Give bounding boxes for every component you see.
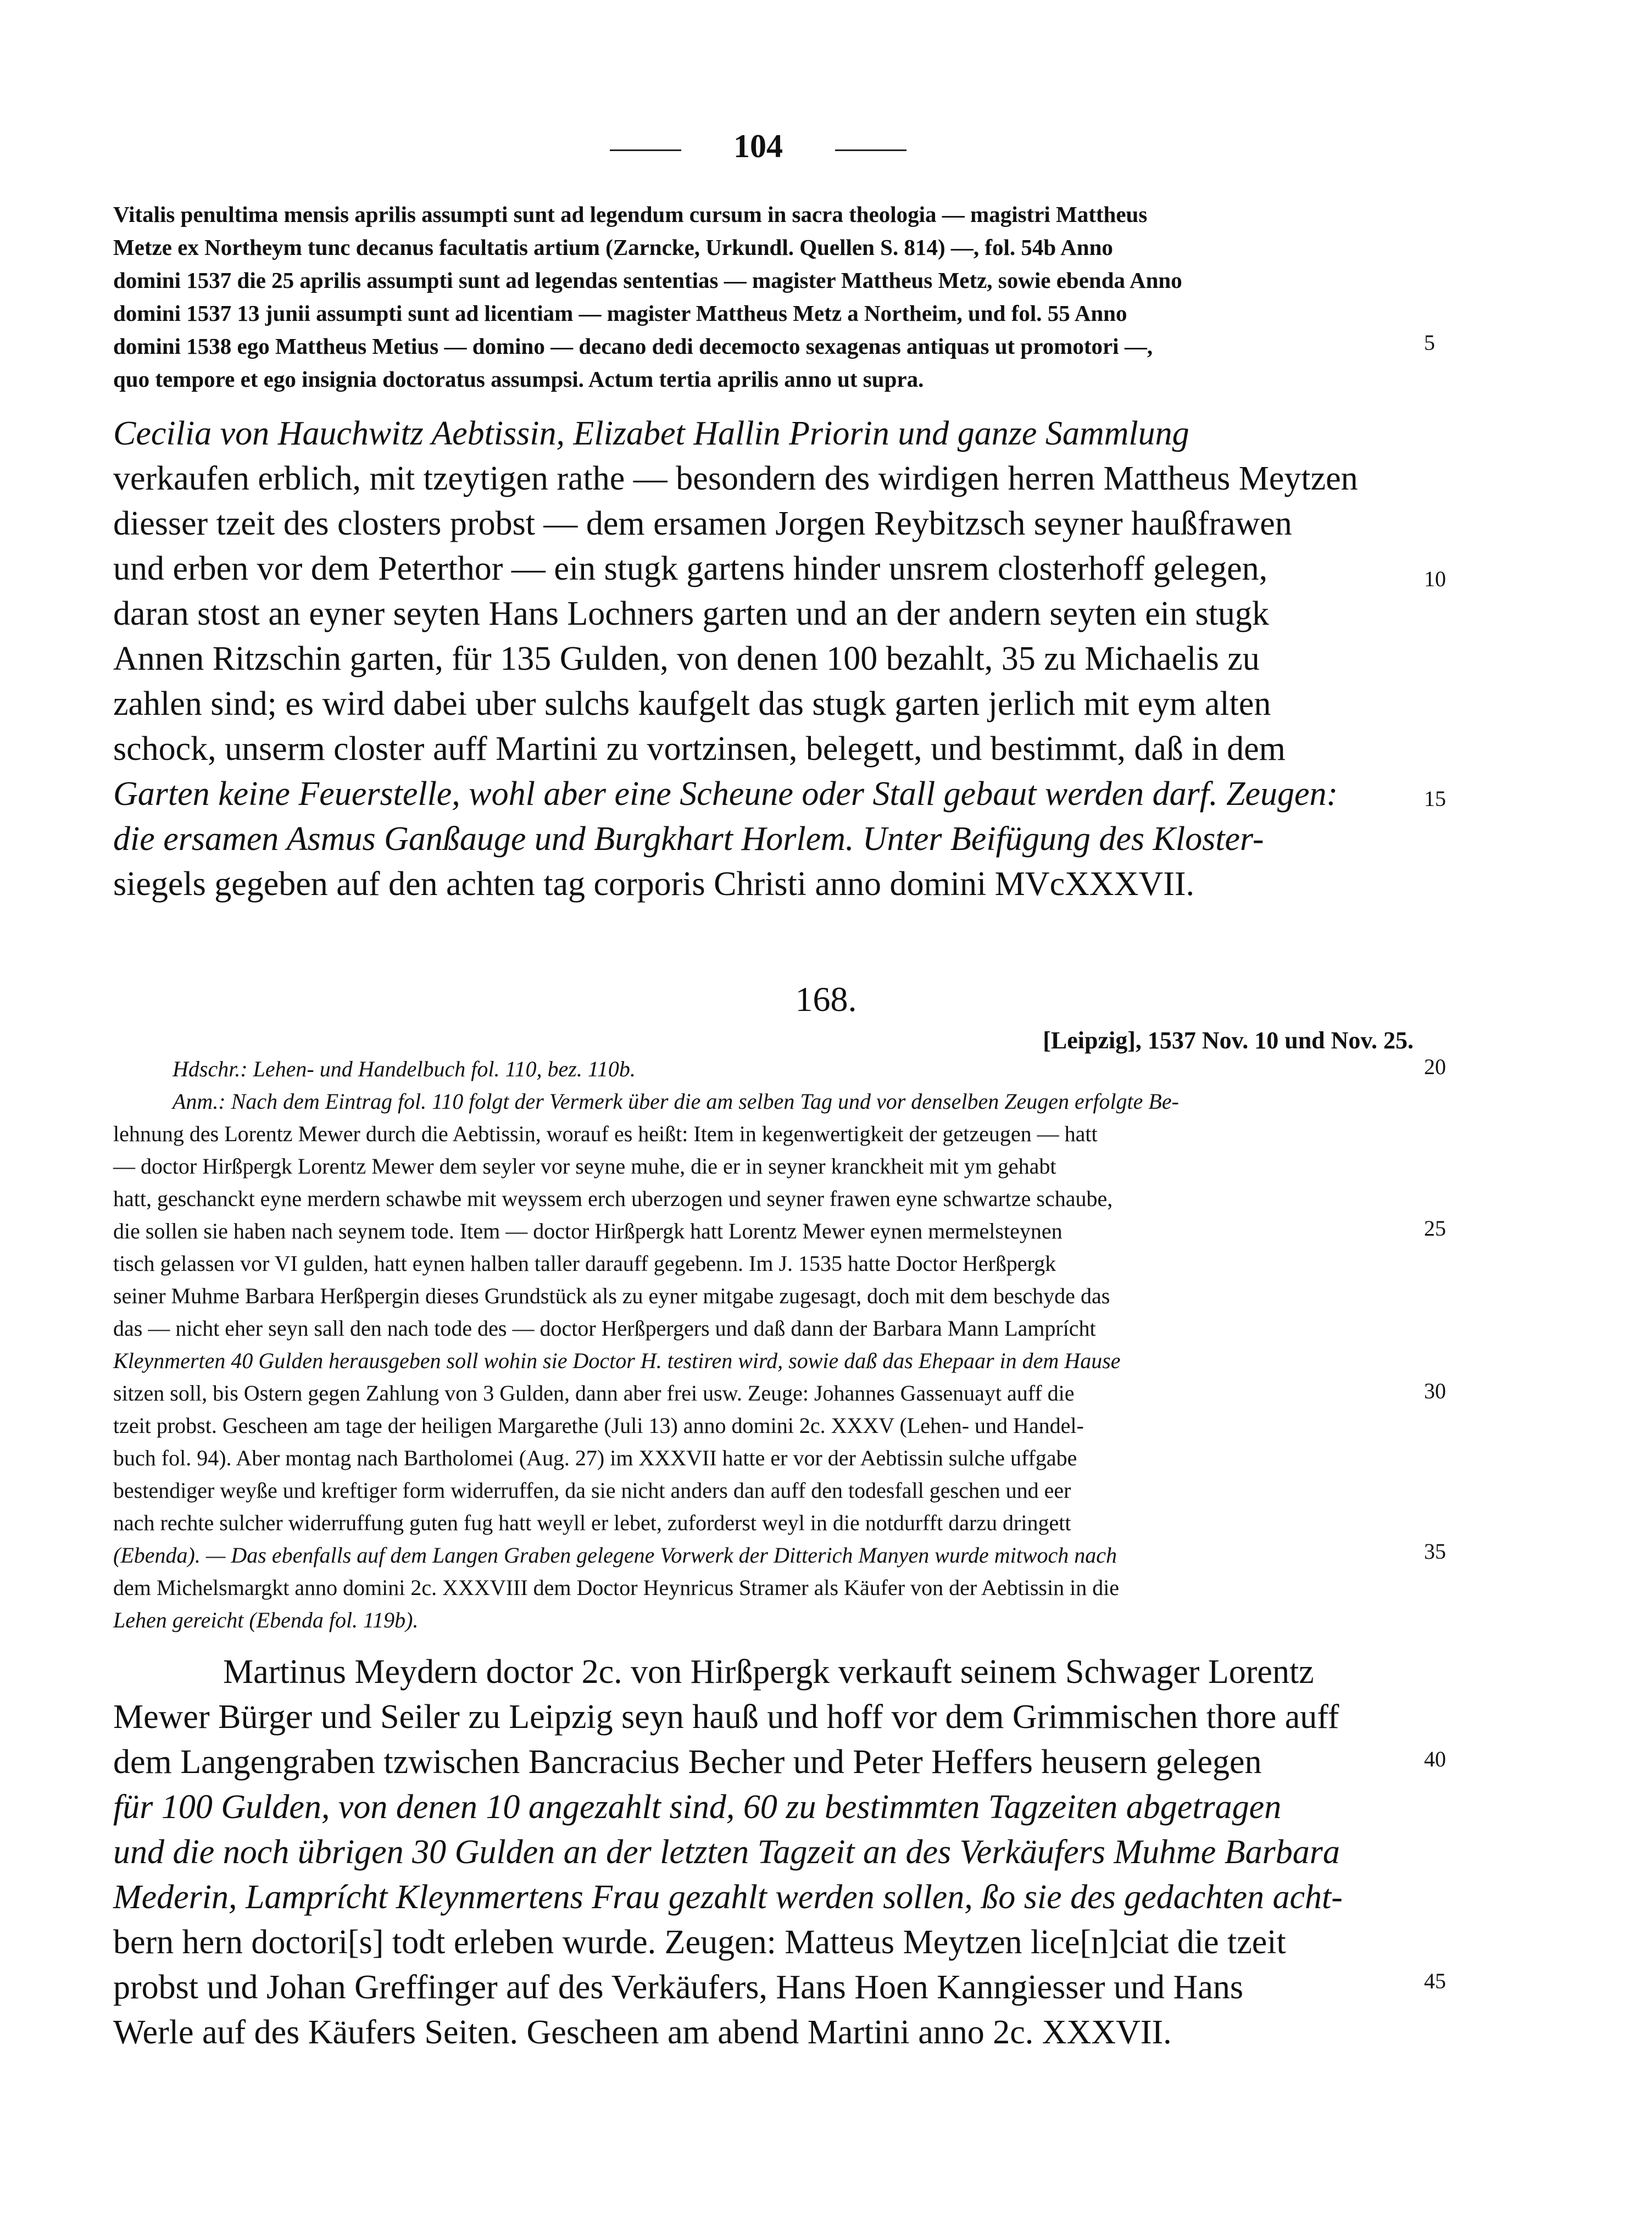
- note-line: bestendiger weyße und kreftiger form widerruffen, da sie nicht anders dan auff den todesfall geschen und eer: [113, 1478, 1071, 1503]
- document-dateline: [Leipzig], 1537 Nov. 10 und Nov. 25.: [1043, 1027, 1414, 1054]
- text-line: siegels gegeben auf den achten tag corporis Christi anno domini MVcXXXVII.: [113, 865, 1194, 903]
- note-line: Vitalis penultima mensis aprilis assumpti sunt ad legendum cursum in sacra theologia — magistri Mattheus: [113, 202, 1148, 227]
- text-line: Werle auf des Käufers Seiten. Gescheen am abend Martini anno 2c. XXXVII.: [113, 2014, 1172, 2051]
- top-note: [113, 198, 1414, 396]
- text-line: verkaufen erblich, mit tzeytigen rathe — besondern des wirdigen herren Mattheus Meytzen: [113, 460, 1358, 497]
- note-line: die sollen sie haben nach seynem tode. Item — doctor Hirßpergk hatt Lorentz Mewer eynen mermelsteynen: [113, 1219, 1063, 1243]
- note-line: das — nicht eher seyn sall den nach tode des — doctor Herßpergers und daß dann der Barbara Mann Lamprícht: [113, 1316, 1096, 1341]
- document-167-text: [113, 411, 1414, 907]
- line-number: 25: [1424, 1216, 1446, 1241]
- note-line: sitzen soll, bis Ostern gegen Zahlung von 3 Gulden, dann aber frei usw. Zeuge: Johannes Gassenuayt auff die: [113, 1381, 1075, 1405]
- note-line: domini 1537 die 25 aprilis assumpti sunt ad legendas sententias — magister Mattheus Metz, sowie ebenda Anno: [113, 268, 1182, 293]
- text-line: Mederin, Lamprícht Kleynmertens Frau gezahlt werden sollen, ßo sie des gedachten acht-: [113, 1879, 1343, 1916]
- note-line: Lehen gereicht (Ebenda fol. 119b).: [113, 1608, 419, 1632]
- note-line: Metze ex Northeym tunc decanus facultatis artium (Zarncke, Urkundl. Quellen S. 814) —, fol. 54b Anno: [113, 235, 1113, 260]
- note-line: hatt, geschanckt eyne merdern schawbe mit weyssem erch uberzogen und seyner frawen eyne schwartze schaube,: [113, 1186, 1113, 1211]
- line-number: 15: [1424, 786, 1446, 811]
- text-line: und die noch übrigen 30 Gulden an der letzten Tagzeit an des Verkäufers Muhme Barbara: [113, 1833, 1340, 1871]
- document-168-notes: [113, 1053, 1414, 1636]
- note-line: buch fol. 94). Aber montag nach Bartholomei (Aug. 27) im XXXVII hatte er vor der Aebtissin sulche uffgabe: [113, 1446, 1077, 1470]
- text-line: Annen Ritzschin garten, für 135 Gulden, von denen 100 bezahlt, 35 zu Michaelis zu: [113, 640, 1260, 677]
- line-number: 5: [1424, 330, 1435, 355]
- note-line: domini 1538 ego Mattheus Metius — domino — decano dedi decemocto sexagenas antiquas ut promotori —,: [113, 334, 1153, 359]
- line-number: 10: [1424, 566, 1446, 591]
- note-line: quo tempore et ego insignia doctoratus assumpsi. Actum tertia aprilis anno ut supra.: [113, 366, 924, 392]
- text-line: schock, unserm closter auff Martini zu vortzinsen, belegett, und bestimmt, daß in dem: [113, 730, 1286, 768]
- line-number: 30: [1424, 1379, 1446, 1403]
- line-number: 20: [1424, 1054, 1446, 1079]
- page-header: [610, 127, 906, 166]
- text-line: diesser tzeit des closters probst — dem ersamen Jorgen Reybitzsch seyner haußfrawen: [113, 505, 1292, 542]
- note-line: Kleynmerten 40 Gulden herausgeben soll wohin sie Doctor H. testiren wird, sowie daß das Ehepaar in dem Hause: [113, 1348, 1121, 1373]
- text-line: die ersamen Asmus Ganßauge und Burgkhart Horlem. Unter Beifügung des Kloster-: [113, 820, 1264, 858]
- document-number: 168.: [795, 980, 857, 1019]
- manuscript-note: Hdschr.: Lehen- und Handelbuch fol. 110, bez. 110b.: [173, 1057, 636, 1081]
- note-line: (Ebenda). — Das ebenfalls auf dem Langen Graben gelegene Vorwerk der Ditterich Manyen wurde mitwoch nach: [113, 1543, 1117, 1568]
- text-line: Martinus Meydern doctor 2c. von Hirßpergk verkauft seinem Schwager Lorentz: [223, 1653, 1314, 1691]
- text-line: dem Langengraben tzwischen Bancracius Becher und Peter Heffers heusern gelegen: [113, 1743, 1262, 1781]
- note-line: lehnung des Lorentz Mewer durch die Aebtissin, worauf es heißt: Item in kegenwertigkeit der getzeugen — hatt: [113, 1121, 1098, 1146]
- document-168-text: [113, 1649, 1414, 2055]
- header-rule-right: [835, 149, 906, 151]
- text-line: daran stost an eyner seyten Hans Lochners garten und an der andern seyten ein stugk: [113, 595, 1269, 632]
- note-line: domini 1537 13 junii assumpti sunt ad licentiam — magister Mattheus Metz a Northeim, und fol. 55 Anno: [113, 301, 1127, 326]
- text-line: probst und Johan Greffinger auf des Verkäufers, Hans Hoen Kanngiesser und Hans: [113, 1969, 1243, 2006]
- text-line: für 100 Gulden, von denen 10 angezahlt sind, 60 zu bestimmten Tagzeiten abgetragen: [113, 1788, 1282, 1826]
- text-line: zahlen sind; es wird dabei uber sulchs kaufgelt das stugk garten jerlich mit eym alten: [113, 685, 1271, 723]
- line-number: 45: [1424, 1969, 1446, 1993]
- line-number: 40: [1424, 1747, 1446, 1771]
- note-line: Anm.: Nach dem Eintrag fol. 110 folgt der Vermerk über die am selben Tag und vor denselben Zeugen erfolgte Be-: [173, 1089, 1179, 1114]
- note-line: nach rechte sulcher widerruffung guten fug hatt weyll er lebet, zuforderst weyl in die notdurfft darzu dringett: [113, 1510, 1071, 1535]
- note-line: dem Michelsmargkt anno domini 2c. XXXVIII dem Doctor Heynricus Stramer als Käufer von der Aebtissin in die: [113, 1575, 1120, 1600]
- text-line: und erben vor dem Peterthor — ein stugk gartens hinder unsrem closterhoff gelegen,: [113, 550, 1268, 587]
- text-line: Mewer Bürger und Seiler zu Leipzig seyn hauß und hoff vor dem Grimmischen thore auff: [113, 1698, 1339, 1736]
- note-line: seiner Muhme Barbara Herßpergin dieses Grundstück als zu eyner mitgabe zugesagt, doch mit dem beschyde das: [113, 1283, 1110, 1308]
- note-line: tzeit probst. Gescheen am tage der heiligen Margarethe (Juli 13) anno domini 2c. XXXV (Lehen- und Handel-: [113, 1413, 1084, 1438]
- text-line: Cecilia von Hauchwitz Aebtissin, Elizabet Hallin Priorin und ganze Sammlung: [113, 415, 1189, 452]
- note-line: — doctor Hirßpergk Lorentz Mewer dem seyler vor seyne muhe, die er in seyner kranckheit mit ym gehabt: [113, 1154, 1056, 1179]
- text-line: bern hern doctori[s] todt erleben wurde. Zeugen: Matteus Meytzen lice[n]ciat die tzeit: [113, 1924, 1286, 1961]
- page-number: 104: [733, 128, 783, 164]
- text-line: Garten keine Feuerstelle, wohl aber eine Scheune oder Stall gebaut werden darf. Zeugen:: [113, 775, 1338, 813]
- line-number: 35: [1424, 1539, 1446, 1564]
- note-line: tisch gelassen vor VI gulden, hatt eynen halben taller darauff gegebenn. Im J. 1535 hatte Doctor Herßpergk: [113, 1251, 1056, 1276]
